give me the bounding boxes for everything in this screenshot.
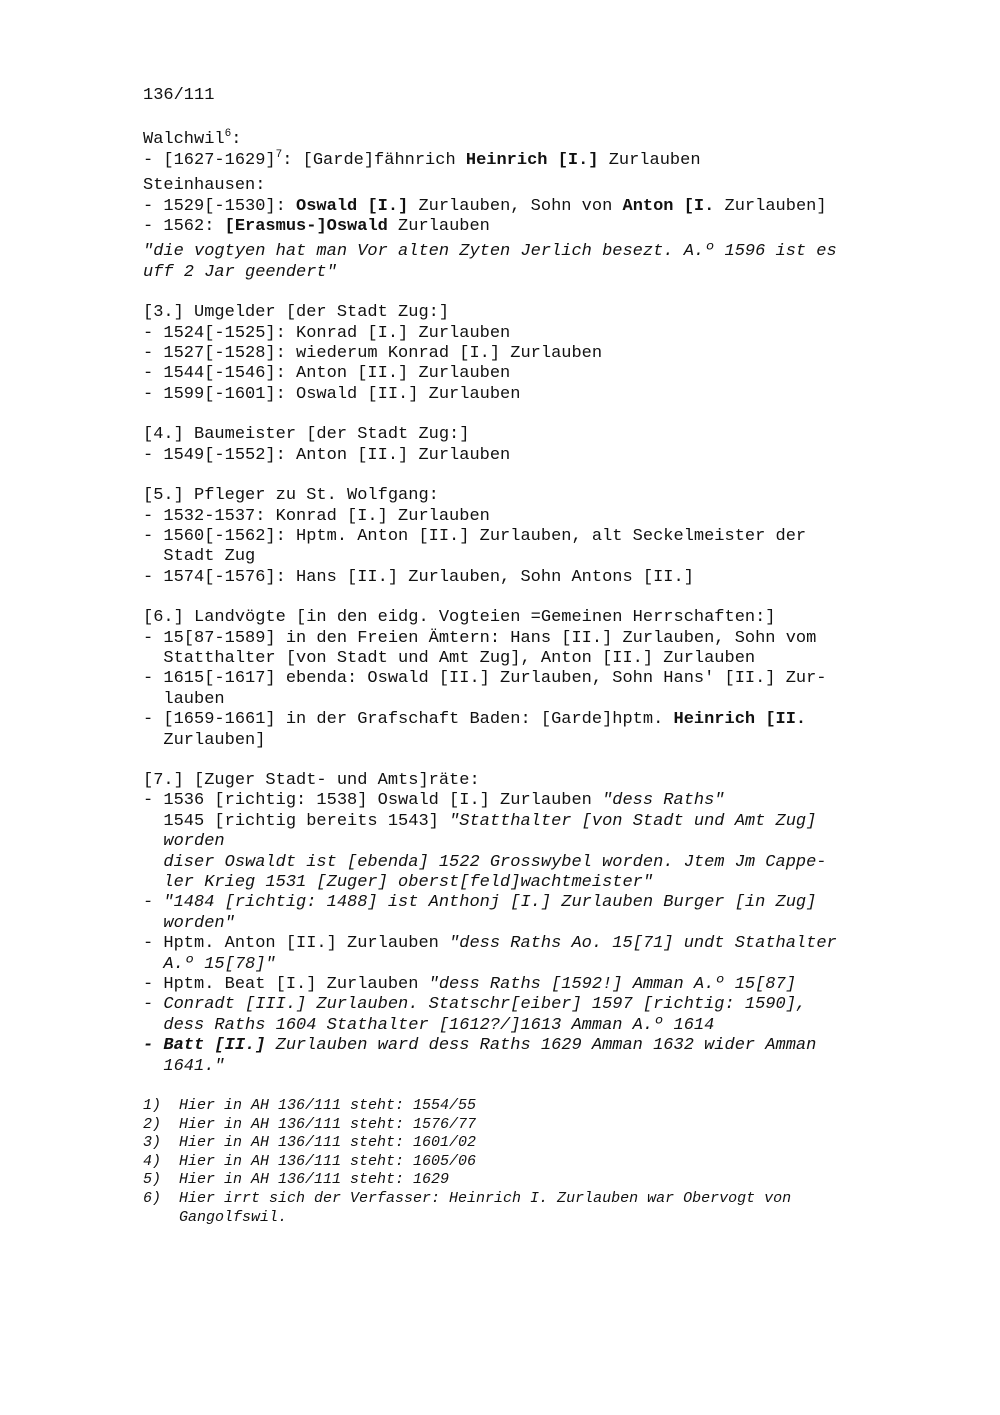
footnote: 6) Hier irrt sich der Verfasser: Heinrich I. Zurlauben war Obervogt von Gangolfswil. xyxy=(143,1190,792,1226)
footnotes xyxy=(143,1097,943,1227)
footnote: 4) Hier in AH 136/111 steht: 1605/06 xyxy=(143,1152,477,1170)
section-umgelder xyxy=(143,303,943,405)
entry: - 1532-1537: Konrad [I.] Zurlauben xyxy=(143,506,490,526)
footnote-ref: 7 xyxy=(275,148,283,161)
entry: 1641." xyxy=(143,1056,225,1076)
section-heading: [7.] [Zuger Stadt- und Amts]räte: xyxy=(143,770,480,790)
entry: - "1484 [richtig: 1488] ist Anthonj [I.] Zurlauben Burger [in Zug] xyxy=(143,893,817,913)
footnote: 1) Hier in AH 136/111 steht: 1554/55 xyxy=(143,1097,477,1115)
section-heading: [6.] Landvögte [in den eidg. Vogteien =Gemeinen Herrschaften:] xyxy=(143,608,776,628)
entry: A.º 15[78]" xyxy=(143,954,276,974)
footnote: 5) Hier in AH 136/111 steht: 1629 xyxy=(143,1171,450,1189)
section-heading: [4.] Baumeister [der Stadt Zug:] xyxy=(143,425,470,445)
entry: ler Krieg 1531 [Zuger] oberst[feld]wachtmeister" xyxy=(143,873,654,892)
section-steinhausen xyxy=(143,176,943,283)
entry: Zurlauben] xyxy=(143,730,266,750)
entry: worden xyxy=(143,832,225,852)
entry: - 1524[-1525]: Konrad [I.] Zurlauben xyxy=(143,323,511,343)
footnote: 3) Hier in AH 136/111 steht: 1601/02 xyxy=(143,1134,477,1152)
entry: - 1599[-1601]: Oswald [II.] Zurlauben xyxy=(143,384,521,404)
entry: - 1527[-1528]: wiederum Konrad [I.] Zurlauben xyxy=(143,344,603,364)
entry: diser Oswaldt ist [ebenda] 1522 Grosswybel worden. Jtem Jm Cappe- xyxy=(143,852,827,872)
section-walchwil xyxy=(143,130,943,171)
section-baumeister xyxy=(143,425,943,466)
entry: dess Raths 1604 Stathalter [1612?/]1613 Amman A.º 1614 xyxy=(143,1015,715,1035)
entry: - 1536 [richtig: 1538] Oswald [I.] Zurlauben "dess Raths" xyxy=(143,791,725,811)
entry: - 1529[-1530]: Oswald [I.] Zurlauben, Sohn von Anton [I. Zurlauben] xyxy=(143,196,827,216)
entry: - 1560[-1562]: Hptm. Anton [II.] Zurlauben, alt Seckelmeister der xyxy=(143,526,807,546)
entry: - Batt [II.] Zurlauben ward dess Raths 1629 Amman 1632 wider Amman xyxy=(143,1036,817,1056)
section-pfleger xyxy=(143,486,943,588)
quote: "die vogtyen hat man Vor alten Zyten Jerlich besezt. A.º 1596 ist es xyxy=(143,242,837,262)
entry: - 1615[-1617] ebenda: Oswald [II.] Zurlauben, Sohn Hans' [II.] Zur- xyxy=(143,669,827,689)
entry: lauben xyxy=(143,689,225,709)
entry: - Hptm. Anton [II.] Zurlauben "dess Raths Ao. 15[71] undt Stathalter xyxy=(143,934,837,954)
entry: Statthalter [von Stadt und Amt Zug], Anton [II.] Zurlauben xyxy=(143,648,756,668)
page-number: 136/111 xyxy=(143,86,215,105)
entry: - 1544[-1546]: Anton [II.] Zurlauben xyxy=(143,364,511,384)
section-heading: Walchwil$^6$: xyxy=(143,128,242,150)
section-heading: [3.] Umgelder [der Stadt Zug:] xyxy=(143,303,450,323)
entry: 1545 [richtig bereits 1543] "Statthalter [von Stadt und Amt Zug] xyxy=(143,811,817,831)
entry: - 1574[-1576]: Hans [II.] Zurlauben, Sohn Antons [II.] xyxy=(143,567,694,587)
footnote-ref: 6 xyxy=(224,128,232,141)
entry: - 15[87-1589] in den Freien Ämtern: Hans [II.] Zurlauben, Sohn vom xyxy=(143,628,817,648)
section-heading: Steinhausen: xyxy=(143,176,266,196)
section-landvoegte xyxy=(143,608,943,751)
entry: worden" xyxy=(143,913,235,933)
entry: - Hptm. Beat [I.] Zurlauben "dess Raths [1592!] Amman A.º 15[87] xyxy=(143,975,796,995)
entry: - Conradt [III.] Zurlauben. Statschr[eiber] 1597 [richtig: 1590], xyxy=(143,995,807,1015)
entry: Stadt Zug xyxy=(143,547,256,567)
section-raete xyxy=(143,771,943,1077)
section-heading: [5.] Pfleger zu St. Wolfgang: xyxy=(143,486,439,506)
entry: - [1627-1629]$^7$: [Garde]fähnrich Heinrich [I.] Zurlauben xyxy=(143,148,701,170)
footnote: 2) Hier in AH 136/111 steht: 1576/77 xyxy=(143,1115,477,1133)
entry: - [1659-1661] in der Grafschaft Baden: [Garde]hptm. Heinrich [II. xyxy=(143,710,807,730)
entry: - 1549[-1552]: Anton [II.] Zurlauben xyxy=(143,445,511,465)
entry: - 1562: [Erasmus-]Oswald Zurlauben xyxy=(143,217,490,237)
document-body xyxy=(143,86,943,1227)
quote: uff 2 Jar geendert" xyxy=(143,262,337,282)
